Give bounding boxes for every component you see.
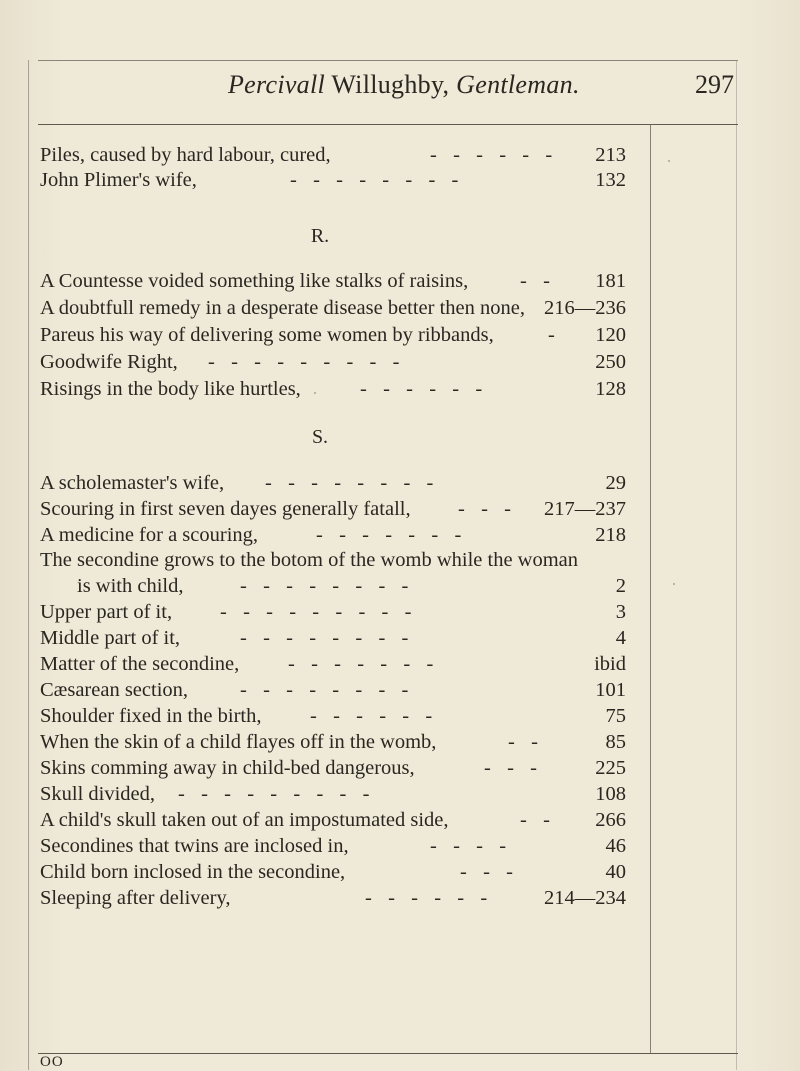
entry-text: A child's skull taken out of an impostumated side, (40, 809, 449, 831)
running-head (38, 70, 738, 110)
entry-leaders: - - (520, 270, 552, 292)
paper-speck (673, 583, 675, 585)
entry-page: 120 (595, 324, 626, 346)
head-rule (38, 124, 738, 125)
signature-mark: OO (40, 1054, 64, 1070)
entry-leaders: - - - - - - - - - (178, 783, 372, 805)
entry-text: Skins comming away in child-bed dangerous, (40, 757, 415, 779)
entry-page: 40 (605, 861, 626, 883)
entry-text: A doubtfull remedy in a desperate disease better then none, (40, 297, 526, 319)
entry-page: 29 (605, 472, 626, 494)
entry-page: 214—234 (544, 887, 626, 909)
entry-text: Goodwife Right, (40, 351, 178, 373)
entry-text: Cæsarean section, (40, 679, 189, 701)
index-entry (40, 833, 626, 859)
entry-text: A Countesse voided something like stalks of raisins, (40, 270, 469, 292)
running-title (228, 70, 580, 100)
entry-text: Scouring in first seven dayes generally fatall, (40, 498, 411, 520)
entry-text: A medicine for a scouring, (40, 524, 259, 546)
entry-page: 250 (595, 351, 626, 373)
entry-page: 266 (595, 809, 626, 831)
entry-leaders: - - - - - - (365, 887, 490, 909)
entry-page: 181 (595, 270, 626, 292)
entry-leaders: - - - (484, 757, 539, 779)
running-title-name: Percivall (228, 70, 326, 99)
entry-leaders: - - - - - - - - - (220, 601, 414, 623)
entry-leaders: - - - (460, 861, 515, 883)
entry-leaders: - - - - - - (360, 378, 485, 400)
index-entry (40, 268, 626, 294)
entry-page: 75 (605, 705, 626, 727)
section-letter-r: R. (310, 225, 330, 247)
index-entry (40, 651, 626, 677)
entry-leaders: - - (508, 731, 540, 753)
entry-text: Risings in the body like hurtles, (40, 378, 301, 400)
entry-page: 46 (605, 835, 626, 857)
entry-leaders: - - - - - - - - (240, 627, 411, 649)
page-number: 297 (695, 70, 734, 99)
entry-leaders: - - - - - - - - (265, 472, 436, 494)
index-entry (40, 859, 626, 885)
index-entry (40, 781, 626, 807)
entry-text: Sleeping after delivery, (40, 887, 231, 909)
entry-page: ibid (594, 653, 626, 675)
entry-text: Shoulder fixed in the birth, (40, 705, 262, 727)
index-entry (40, 522, 626, 548)
entry-leaders: - - - - (430, 835, 509, 857)
entry-text: Matter of the secondine, (40, 653, 240, 675)
entry-text: Skull divided, (40, 783, 156, 805)
entry-leaders: - (548, 324, 557, 346)
index-entry (40, 470, 626, 496)
entry-text: Pareus his way of delivering some women by ribbands, (40, 324, 494, 346)
index-entry (40, 295, 626, 321)
entry-text: Middle part of it, (40, 627, 181, 649)
index-entry (40, 807, 626, 833)
entry-leaders: - - - - - - - (288, 653, 436, 675)
entry-text: The secondine grows to the botom of the womb while the woman (40, 549, 579, 571)
index-entry (40, 322, 626, 348)
index-entry (40, 376, 626, 402)
entry-page: 218 (595, 524, 626, 546)
index-entry (40, 142, 626, 168)
entry-text: Child born inclosed in the secondine, (40, 861, 346, 883)
entry-text: is with child, (77, 575, 184, 597)
entry-leaders: - - - - - - (430, 144, 555, 166)
entry-leaders: - - - (458, 498, 513, 520)
entry-leaders: - - - - - - - (316, 524, 464, 546)
index-entry (40, 496, 626, 522)
index-entry (40, 755, 626, 781)
index-entry (40, 885, 626, 911)
index-entry (40, 167, 626, 193)
paper-speck (668, 160, 670, 162)
page-edge-right (736, 60, 737, 1070)
entry-page: 2 (615, 575, 626, 597)
entry-page: 128 (595, 378, 626, 400)
entry-page: 217—237 (544, 498, 626, 520)
entry-leaders: - - - - - - - - - (208, 351, 402, 373)
entry-leaders: - - - - - - - - (290, 169, 461, 191)
entry-text: John Plimer's wife, (40, 169, 197, 191)
entry-text: When the skin of a child flayes off in the womb, (40, 731, 437, 753)
index-entry (40, 703, 626, 729)
index-entry (40, 729, 626, 755)
entry-text: A scholemaster's wife, (40, 472, 225, 494)
running-title-surname: Willughby, (331, 70, 450, 99)
index-entry (40, 599, 626, 625)
entry-page: 132 (595, 169, 626, 191)
entry-page: 213 (595, 144, 626, 166)
entry-page: 216—236 (544, 297, 626, 319)
running-title-rank: Gentleman. (456, 70, 580, 99)
entry-text: Piles, caused by hard labour, cured, (40, 144, 331, 166)
index-entry (40, 625, 626, 651)
column-rule (650, 124, 651, 1054)
entry-page: 108 (595, 783, 626, 805)
top-rule (38, 60, 738, 61)
page-edge-left (28, 60, 29, 1070)
entry-text: Upper part of it, (40, 601, 173, 623)
index-entry (40, 547, 626, 573)
entry-leaders: - - (520, 809, 552, 831)
paper-speck (314, 392, 316, 394)
entry-page: 225 (595, 757, 626, 779)
entry-leaders: - - - - - - (310, 705, 435, 727)
index-entry (40, 349, 626, 375)
section-letter-s: S. (311, 426, 329, 448)
index-entry (40, 677, 626, 703)
entry-leaders: - - - - - - - - (240, 679, 411, 701)
entry-page: 3 (615, 601, 626, 623)
entry-leaders: - - - - - - - - (240, 575, 411, 597)
entry-page: 4 (615, 627, 626, 649)
entry-text: Secondines that twins are inclosed in, (40, 835, 349, 857)
bottom-rule (38, 1053, 738, 1054)
entry-page: 101 (595, 679, 626, 701)
entry-page: 85 (605, 731, 626, 753)
index-entry (40, 573, 626, 599)
